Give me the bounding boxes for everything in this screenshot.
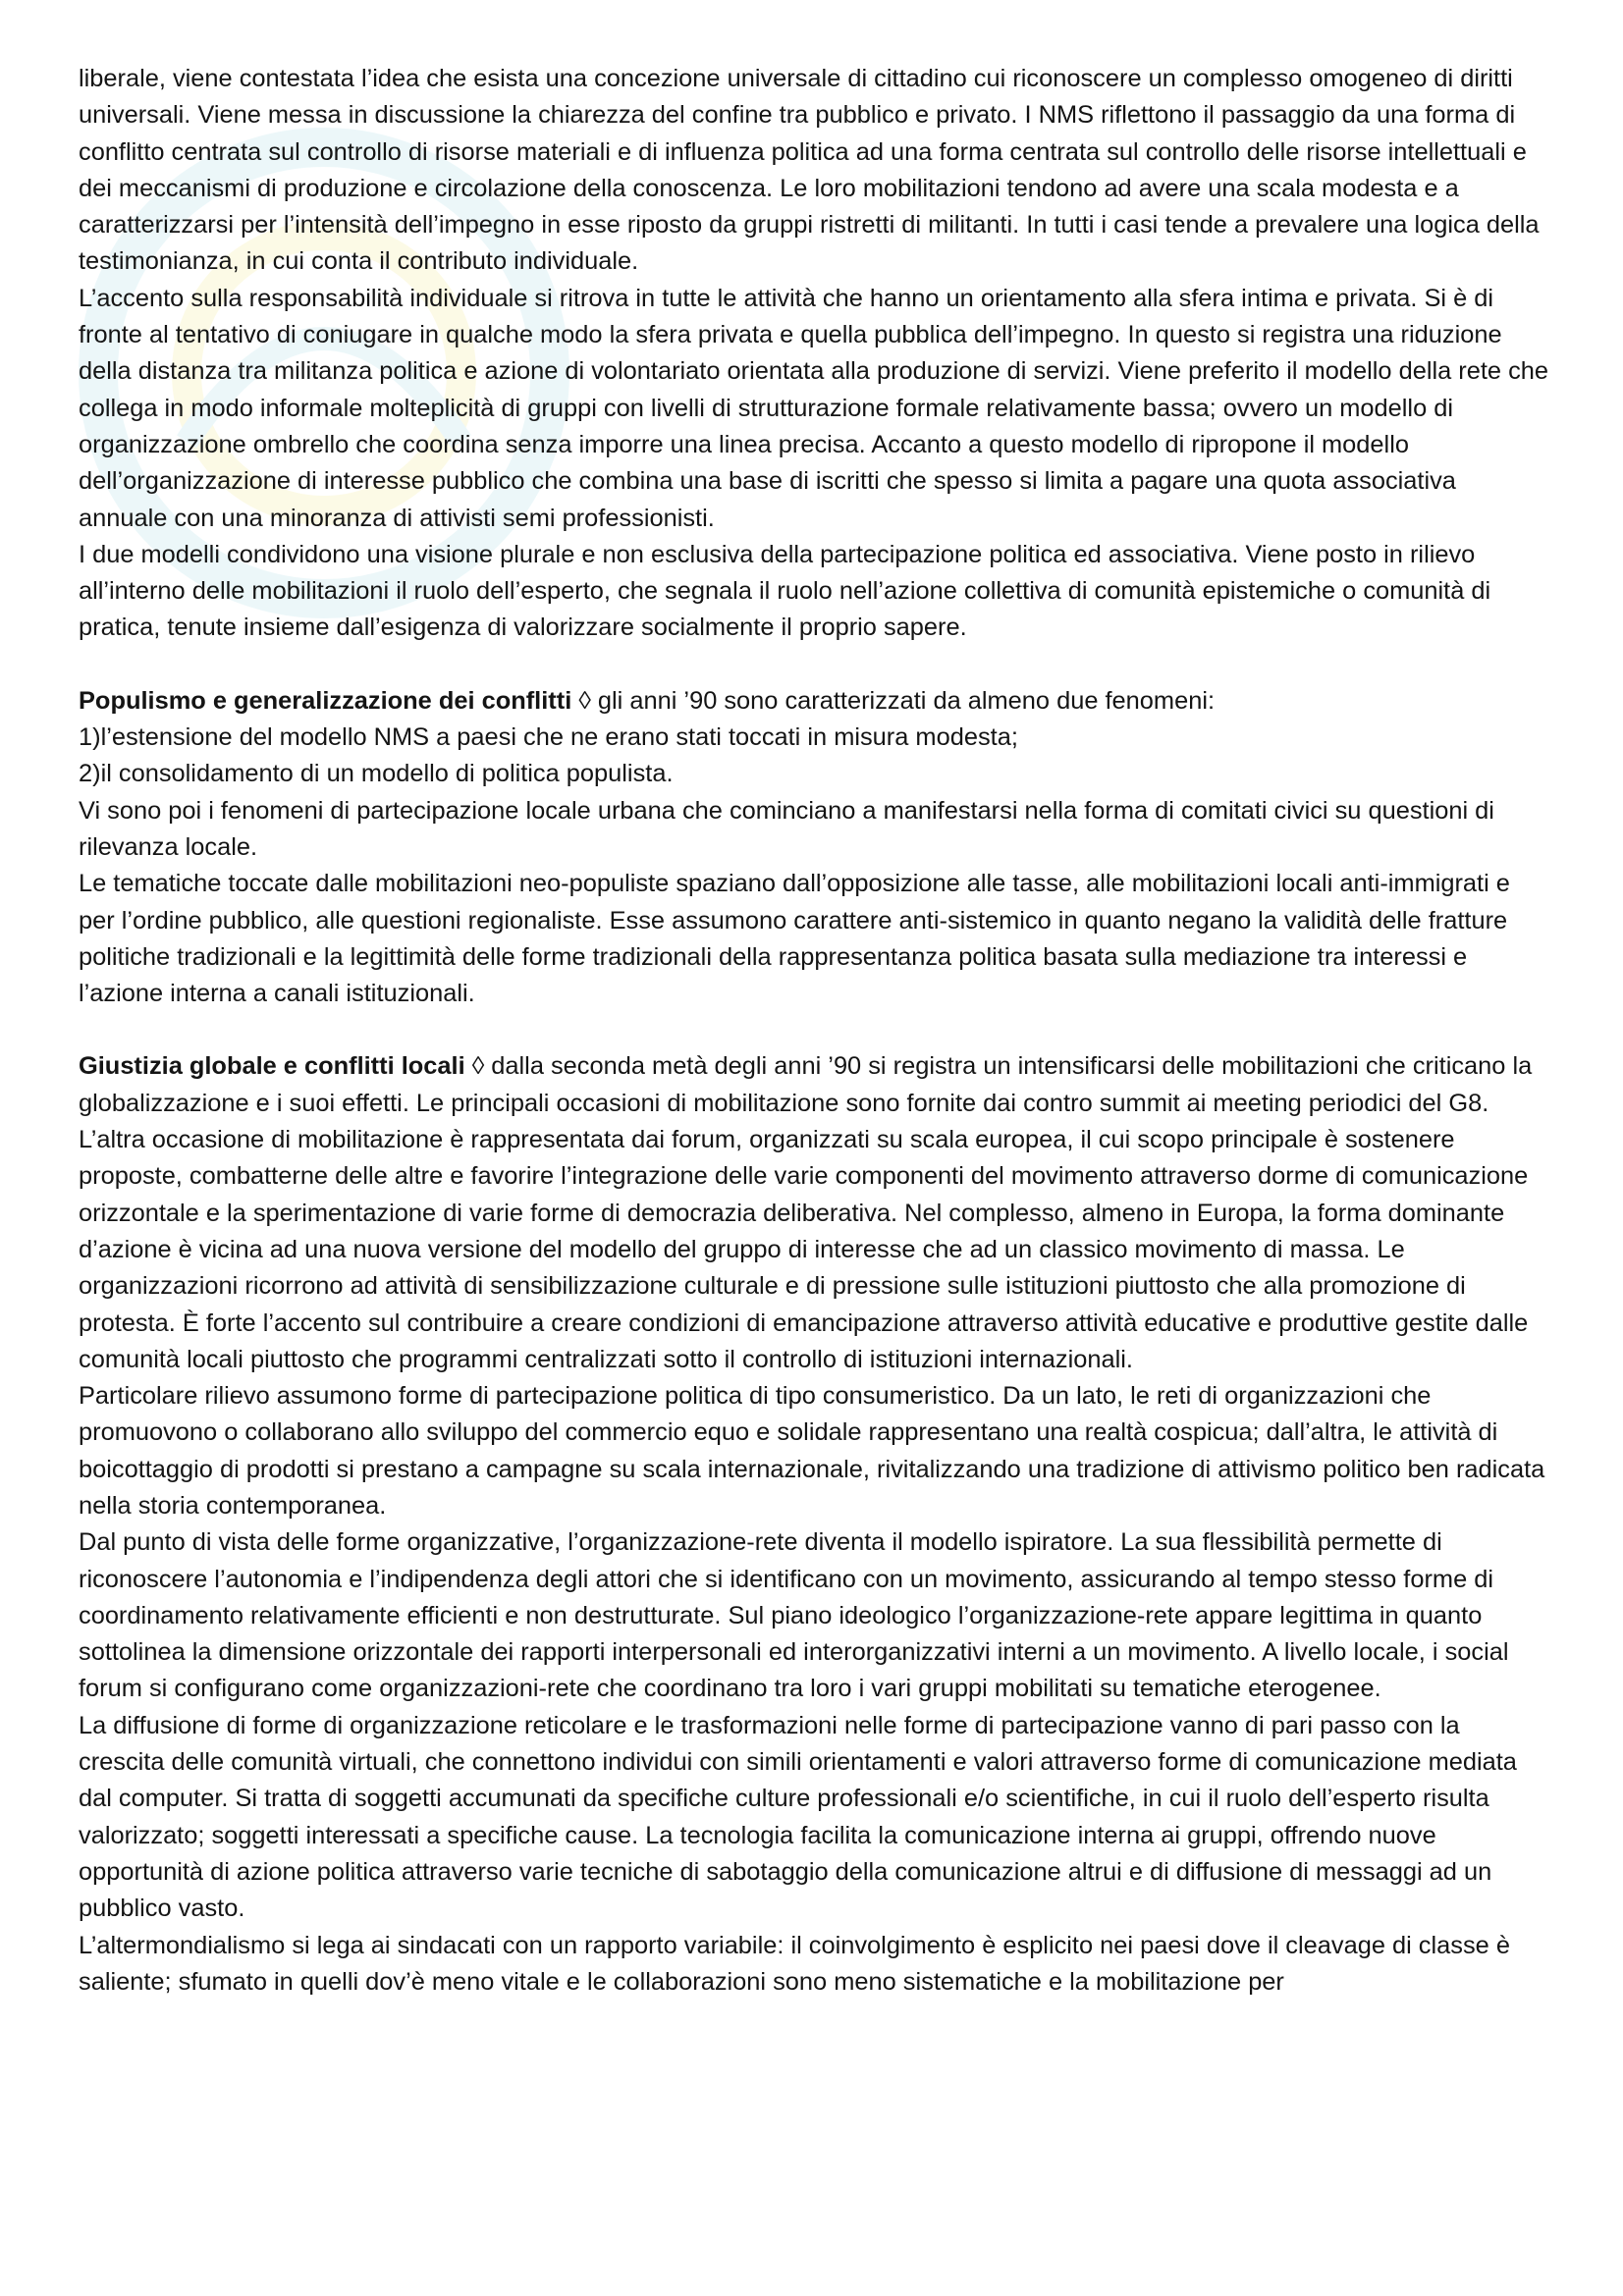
section-heading-populismo: Populismo e generalizzazione dei conflitti (79, 686, 572, 715)
spacer (79, 647, 1551, 683)
list-item: 2)il consolidamento di un modello di politica populista. (79, 760, 674, 788)
paragraph: L’accento sulla responsabilità individuale si ritrova in tutte le attività che hanno un orientamento alla sfera intima e privata. Si è di fronte al tentativo di coniugare in qualche modo la sfera privata e quella pubblica dell’impegno. In questo si registra una riduzione della distanza tra militanza politica e azione di volontariato orientata alla produzione di servizi. Viene preferito il modello della rete che collega in modo informale molteplicità di gruppi con livelli di strutturazione formale relativamente bassa; ovvero un modello di organizzazione ombrello che coordina senza imporre una linea precisa. Accanto a questo modello di ripropone il modello dell’organizzazione di interesse pubblico che combina una base di iscritti che spesso si limita a pagare una quota associativa annuale con una minoranza di attivisti semi professionisti. (79, 284, 1549, 532)
section-heading-giustizia: Giustizia globale e conflitti locali (79, 1052, 465, 1081)
list-item: 1)l’estensione del modello NMS a paesi che ne erano stati toccati in misura modesta; (79, 723, 1018, 752)
diamond-arrow-icon: ◊ (578, 686, 591, 715)
paragraph: Vi sono poi i fenomeni di partecipazione locale urbana che cominciano a manifestarsi nella forma di comitati civici su questioni di rilevanza locale. (79, 796, 1494, 861)
section-lead-text: gli anni ’90 sono caratterizzati da almeno due fenomeni: (590, 686, 1216, 715)
paragraph: Dal punto di vista delle forme organizzative, l’organizzazione-rete diventa il modello ispiratore. La sua flessibilità permette di riconoscere l’autonomia e l’indipendenza degli attori che si identificano con un movimento, assicurando al tempo stesso forme di coordinamento relativamente efficienti e non destrutturate. Sul piano ideologico l’organizzazione-rete appare legittima in quanto sottolinea la dimensione orizzontale dei rapporti interpersonali ed interorganizzativi interni a un movimento. A livello locale, i social forum si configurano come organizzazioni-rete che coordinano tra loro i vari gruppi mobilitati su tematiche eterogenee. (79, 1528, 1509, 1703)
paragraph: L’altermondialismo si lega ai sindacati con un rapporto variabile: il coinvolgimento è esplicito nei paesi dove il cleavage di classe è saliente; sfumato in quelli dov’è meno vitale e le collaborazioni sono meno sistematiche e la mobilitazione per (79, 1931, 1510, 1996)
paragraph: liberale, viene contestata l’idea che esista una concezione universale di cittadino cui riconoscere un complesso omogeneo di diritti universali. Viene messa in discussione la chiarezza del confine tra pubblico e privato. I NMS riflettono il passaggio da una forma di conflitto centrata sul controllo di risorse materiali e di influenza politica ad una forma centrata sul controllo delle risorse intellettuali e dei meccanismi di produzione e circolazione della conoscenza. Le loro mobilitazioni tendono ad avere una scala modesta e a caratterizzarsi per l’intensità dell’impegno in esse riposto da gruppi ristretti di militanti. In tutti i casi tende a prevalere una logica della testimonianza, in cui conta il contributo individuale. (79, 65, 1540, 276)
document-page (79, 61, 1551, 2001)
paragraph: Particolare rilievo assumono forme di partecipazione politica di tipo consumeristico. Da un lato, le reti di organizzazioni che promuovono o collaborano allo sviluppo del commercio equo e solidale rappresentano una realtà cospicua; dall’altra, le attività di boicottaggio di prodotti si prestano a campagne su scala internazionale, rivitalizzando una tradizione di attivismo politico ben radicata nella storia contemporanea. (79, 1382, 1545, 1520)
paragraph: Le tematiche toccate dalle mobilitazioni neo-populiste spaziano dall’opposizione alle tasse, alle mobilitazioni locali anti-immigrati e per l’ordine pubblico, alle questioni regionaliste. Esse assumono carattere anti-sistemico in quanto negano la validità delle fratture politiche tradizionali e la legittimità delle forme tradizionali della rappresentanza politica basata sulla mediazione tra interessi e l’azione interna a canali istituzionali. (79, 870, 1510, 1008)
paragraph: La diffusione di forme di organizzazione reticolare e le trasformazioni nelle forme di partecipazione vanno di pari passo con la crescita delle comunità virtuali, che connettono individui con simili orientamenti e valori attraverso forme di comunicazione mediata dal computer. Si tratta di soggetti accumunati da specifiche culture professionali e/o scientifiche, in cui il ruolo dell’esperto risulta valorizzato; soggetti interessati a specifiche cause. La tecnologia facilita la comunicazione interna ai gruppi, offrendo nuove opportunità di azione politica attraverso varie tecniche di sabotaggio della comunicazione altrui e di diffusione di messaggi ad un pubblico vasto. (79, 1711, 1517, 1923)
diamond-arrow-icon: ◊ (471, 1052, 485, 1081)
section-lead-text: dalla seconda metà degli anni ’90 si registra un intensificarsi delle mobilitazioni che criticano la globalizzazione e i suoi effetti. Le principali occasioni di mobilitazione sono fornite dai contro summit ai meeting periodici del G8. L’altra occasione di mobilitazione è rappresentata dai forum, organizzati su scala europea, il cui scopo principale è sostenere proposte, combatterne delle altre e favorire l’integrazione delle varie componenti del movimento attraverso dorme di comunicazione orizzontale e la sperimentazione di varie forme di democrazia deliberativa. Nel complesso, almeno in Europa, la forma dominante d’azione è vicina ad una nuova versione del modello del gruppo di interesse che ad un classico movimento di massa. Le organizzazioni ricorrono ad attività di sensibilizzazione culturale e di pressione sulle istituzioni piuttosto che alla promozione di protesta. È forte l’accento sul contribuire a creare condizioni di emancipazione attraverso attività educative e produttive gestite dalle comunità locali piuttosto che programmi centralizzati sotto il controllo di istituzioni internazionali. (79, 1052, 1533, 1373)
spacer (79, 1012, 1551, 1048)
paragraph: I due modelli condividono una visione plurale e non esclusiva della partecipazione politica ed associativa. Viene posto in rilievo all’interno delle mobilitazioni il ruolo dell’esperto, che segnala il ruolo nell’azione collettiva di comunità epistemiche o comunità di pratica, tenute insieme dall’esigenza di valorizzare socialmente il proprio sapere. (79, 540, 1491, 642)
section-giustizia-intro (79, 1048, 1551, 1378)
section-populismo-intro (79, 683, 1551, 720)
